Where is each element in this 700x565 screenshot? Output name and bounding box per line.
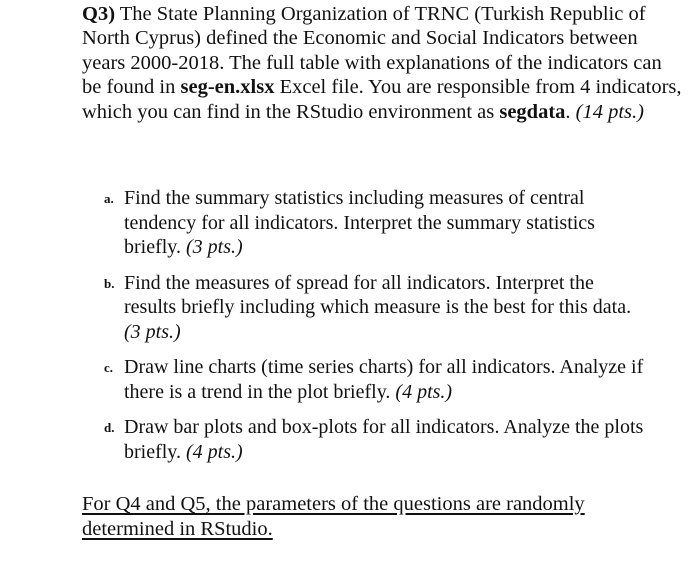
- dataset-name: segdata: [499, 100, 566, 123]
- sub-question-letter: a.: [104, 191, 114, 206]
- sub-question-points: (3 pts.): [186, 236, 243, 258]
- footer-note: For Q4 and Q5, the parameters of the questions are randomly determined in RStudio.: [82, 493, 585, 540]
- sub-question-points: (4 pts.): [186, 440, 243, 463]
- sub-question-d: [104, 415, 644, 464]
- file-name: seg-en.xlsx: [180, 76, 275, 99]
- sub-question-text: Draw line charts (time series charts) for all indicators. Analyze if there is a trend in the plot briefly.: [124, 356, 644, 403]
- sub-question-c: [104, 355, 644, 404]
- sub-question-letter: c.: [104, 360, 114, 375]
- sub-question-text: Draw bar plots and box-plots for all indicators. Analyze the plots briefly.: [124, 416, 644, 463]
- sub-question-list: [104, 186, 644, 464]
- question-points: (14 pts.): [575, 100, 644, 123]
- question-label: Q3): [82, 3, 116, 25]
- sub-question-text: Find the measures of spread for all indicators. Interpret the results briefly including which measure is the best for this data.: [124, 271, 632, 318]
- sub-question-text: Find the summary statistics including measures of central tendency for all indicators. Interpret the summary statistics briefly.: [124, 187, 595, 258]
- question-text-3: .: [565, 100, 576, 123]
- sub-question-letter: d.: [104, 420, 115, 435]
- sub-question-b: [104, 271, 644, 345]
- question-text-2: Excel file. You are responsible from 4 indicators, which you can find in the RStudio environment as: [82, 76, 682, 123]
- sub-question-letter: b.: [104, 275, 115, 291]
- sub-question-a: [104, 186, 644, 260]
- sub-question-points: (4 pts.): [395, 380, 453, 403]
- question-3-paragraph: [82, 2, 682, 124]
- sub-question-points: (3 pts.): [124, 320, 181, 343]
- question-text-1: The State Planning Organization of TRNC (Turkish Republic of North Cyprus) defined the Economic and Social Indicators between years 2000-2018. The full table with explanations of the indicators can be found in: [82, 3, 662, 99]
